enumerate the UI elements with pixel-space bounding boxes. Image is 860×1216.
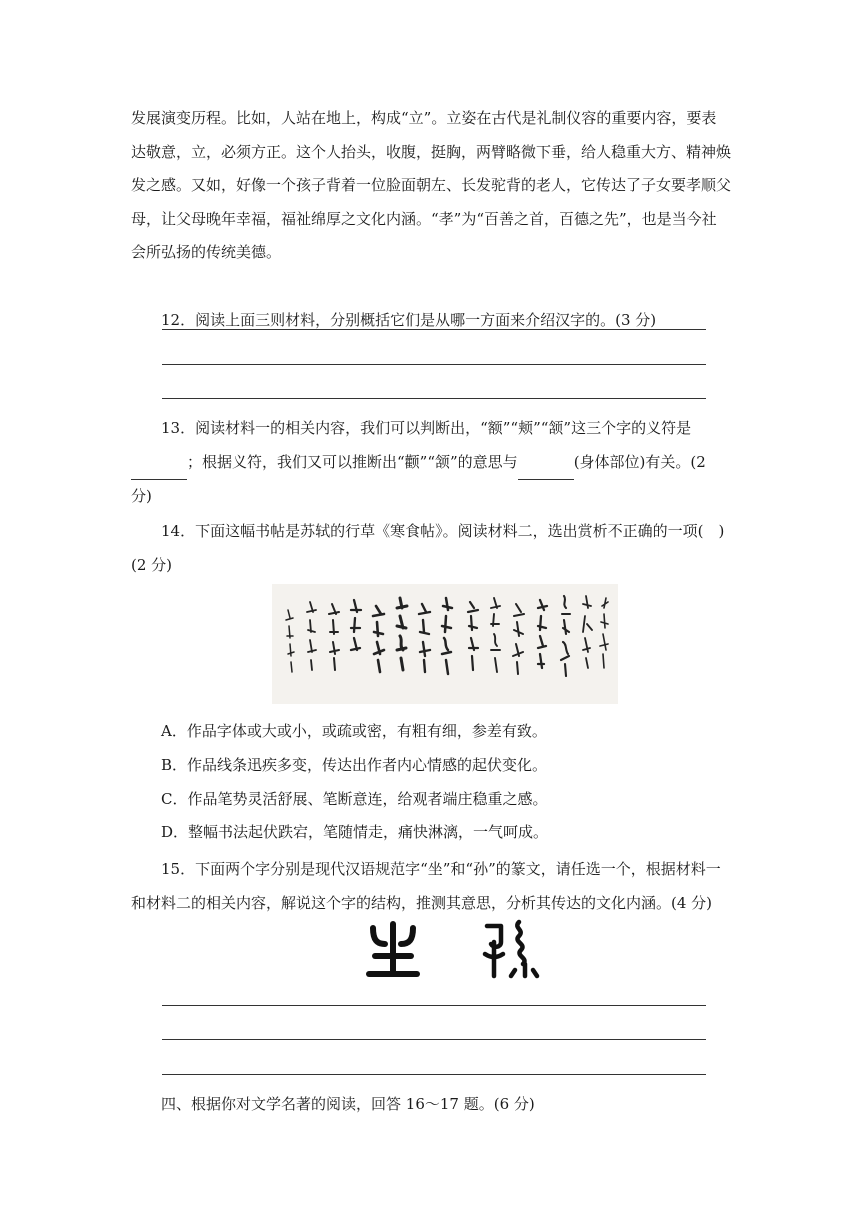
answer-line-12-1[interactable] bbox=[162, 329, 706, 330]
question-13-part2: ；根据义符，我们又可以推断出“颧”“颔”的意思与 bbox=[187, 452, 518, 471]
option-a[interactable]: A．作品字体或大或小，或疏或密，有粗有细，参差有致。 bbox=[161, 722, 547, 740]
option-b[interactable]: B．作品线条迅疾多变，传达出作者内心情感的起伏变化。 bbox=[161, 756, 548, 774]
answer-line-15-1[interactable] bbox=[162, 1005, 706, 1006]
seal-zuo-strokes bbox=[363, 918, 423, 980]
answer-line-15-2[interactable] bbox=[162, 1039, 706, 1040]
section-4-heading: 四、根据你对文学名著的阅读，回答 16～17 题。(6 分) bbox=[161, 1095, 535, 1113]
material-paragraph: 发展演变历程。比如，人站在地上，构成“立”。立姿在古代是礼制仪容的重要内容，要表达敬意，立，必须方正。这个人抬头，收腹，挺胸，两臂略微下垂，给人稳重大方、精神焕发之感。又如，好像一个孩子背着一位脸面朝左、长发驼背的老人，它传达了子女要孝顺父母，让父母晚年幸福，福祉绵厚之文化内涵。“孝”为“百善之首，百德之先”，也是当今社会所弘扬的传统美德。 bbox=[131, 109, 732, 261]
answer-line-12-2[interactable] bbox=[162, 364, 706, 365]
question-12: 12．阅读上面三则材料，分别概括它们是从哪一方面来介绍汉字的。(3 分) bbox=[161, 311, 657, 329]
option-c[interactable]: C．作品笔势灵活舒展、笔断意连，给观者端庄稳重之感。 bbox=[161, 790, 548, 808]
option-d[interactable]: D．整幅书法起伏跌宕，笔随情走，痛快淋漓，一气呵成。 bbox=[161, 823, 549, 841]
question-13 bbox=[131, 412, 731, 514]
answer-blank-13-2[interactable] bbox=[518, 446, 574, 481]
seal-sun-strokes bbox=[481, 918, 541, 980]
question-15: 15．下面两个字分别是现代汉语规范字“坐”和“孙”的篆文，请任选一个，根据材料一和材料二的相关内容，解说这个字的结构，推测其意思，分析其传达的文化内涵。(4 分) bbox=[131, 860, 721, 912]
calligraphy-image bbox=[272, 584, 618, 704]
seal-script-sun bbox=[481, 918, 541, 980]
question-14: 14．下面这幅书帖是苏轼的行草《寒食帖》。阅读材料二，选出赏析不正确的一项( )(2 分) bbox=[131, 522, 725, 574]
question-13-part3: (身体部位)有关。(2 分) bbox=[131, 452, 706, 505]
answer-line-12-3[interactable] bbox=[162, 398, 706, 399]
answer-blank-13-1[interactable] bbox=[131, 446, 187, 481]
seal-script-zuo bbox=[363, 918, 423, 980]
question-13-part1: 13．阅读材料一的相关内容，我们可以判断出，“额”“颊”“颔”这三个字的义符是 bbox=[161, 419, 692, 437]
calligraphy-strokes bbox=[272, 584, 618, 704]
answer-line-15-3[interactable] bbox=[162, 1074, 706, 1075]
